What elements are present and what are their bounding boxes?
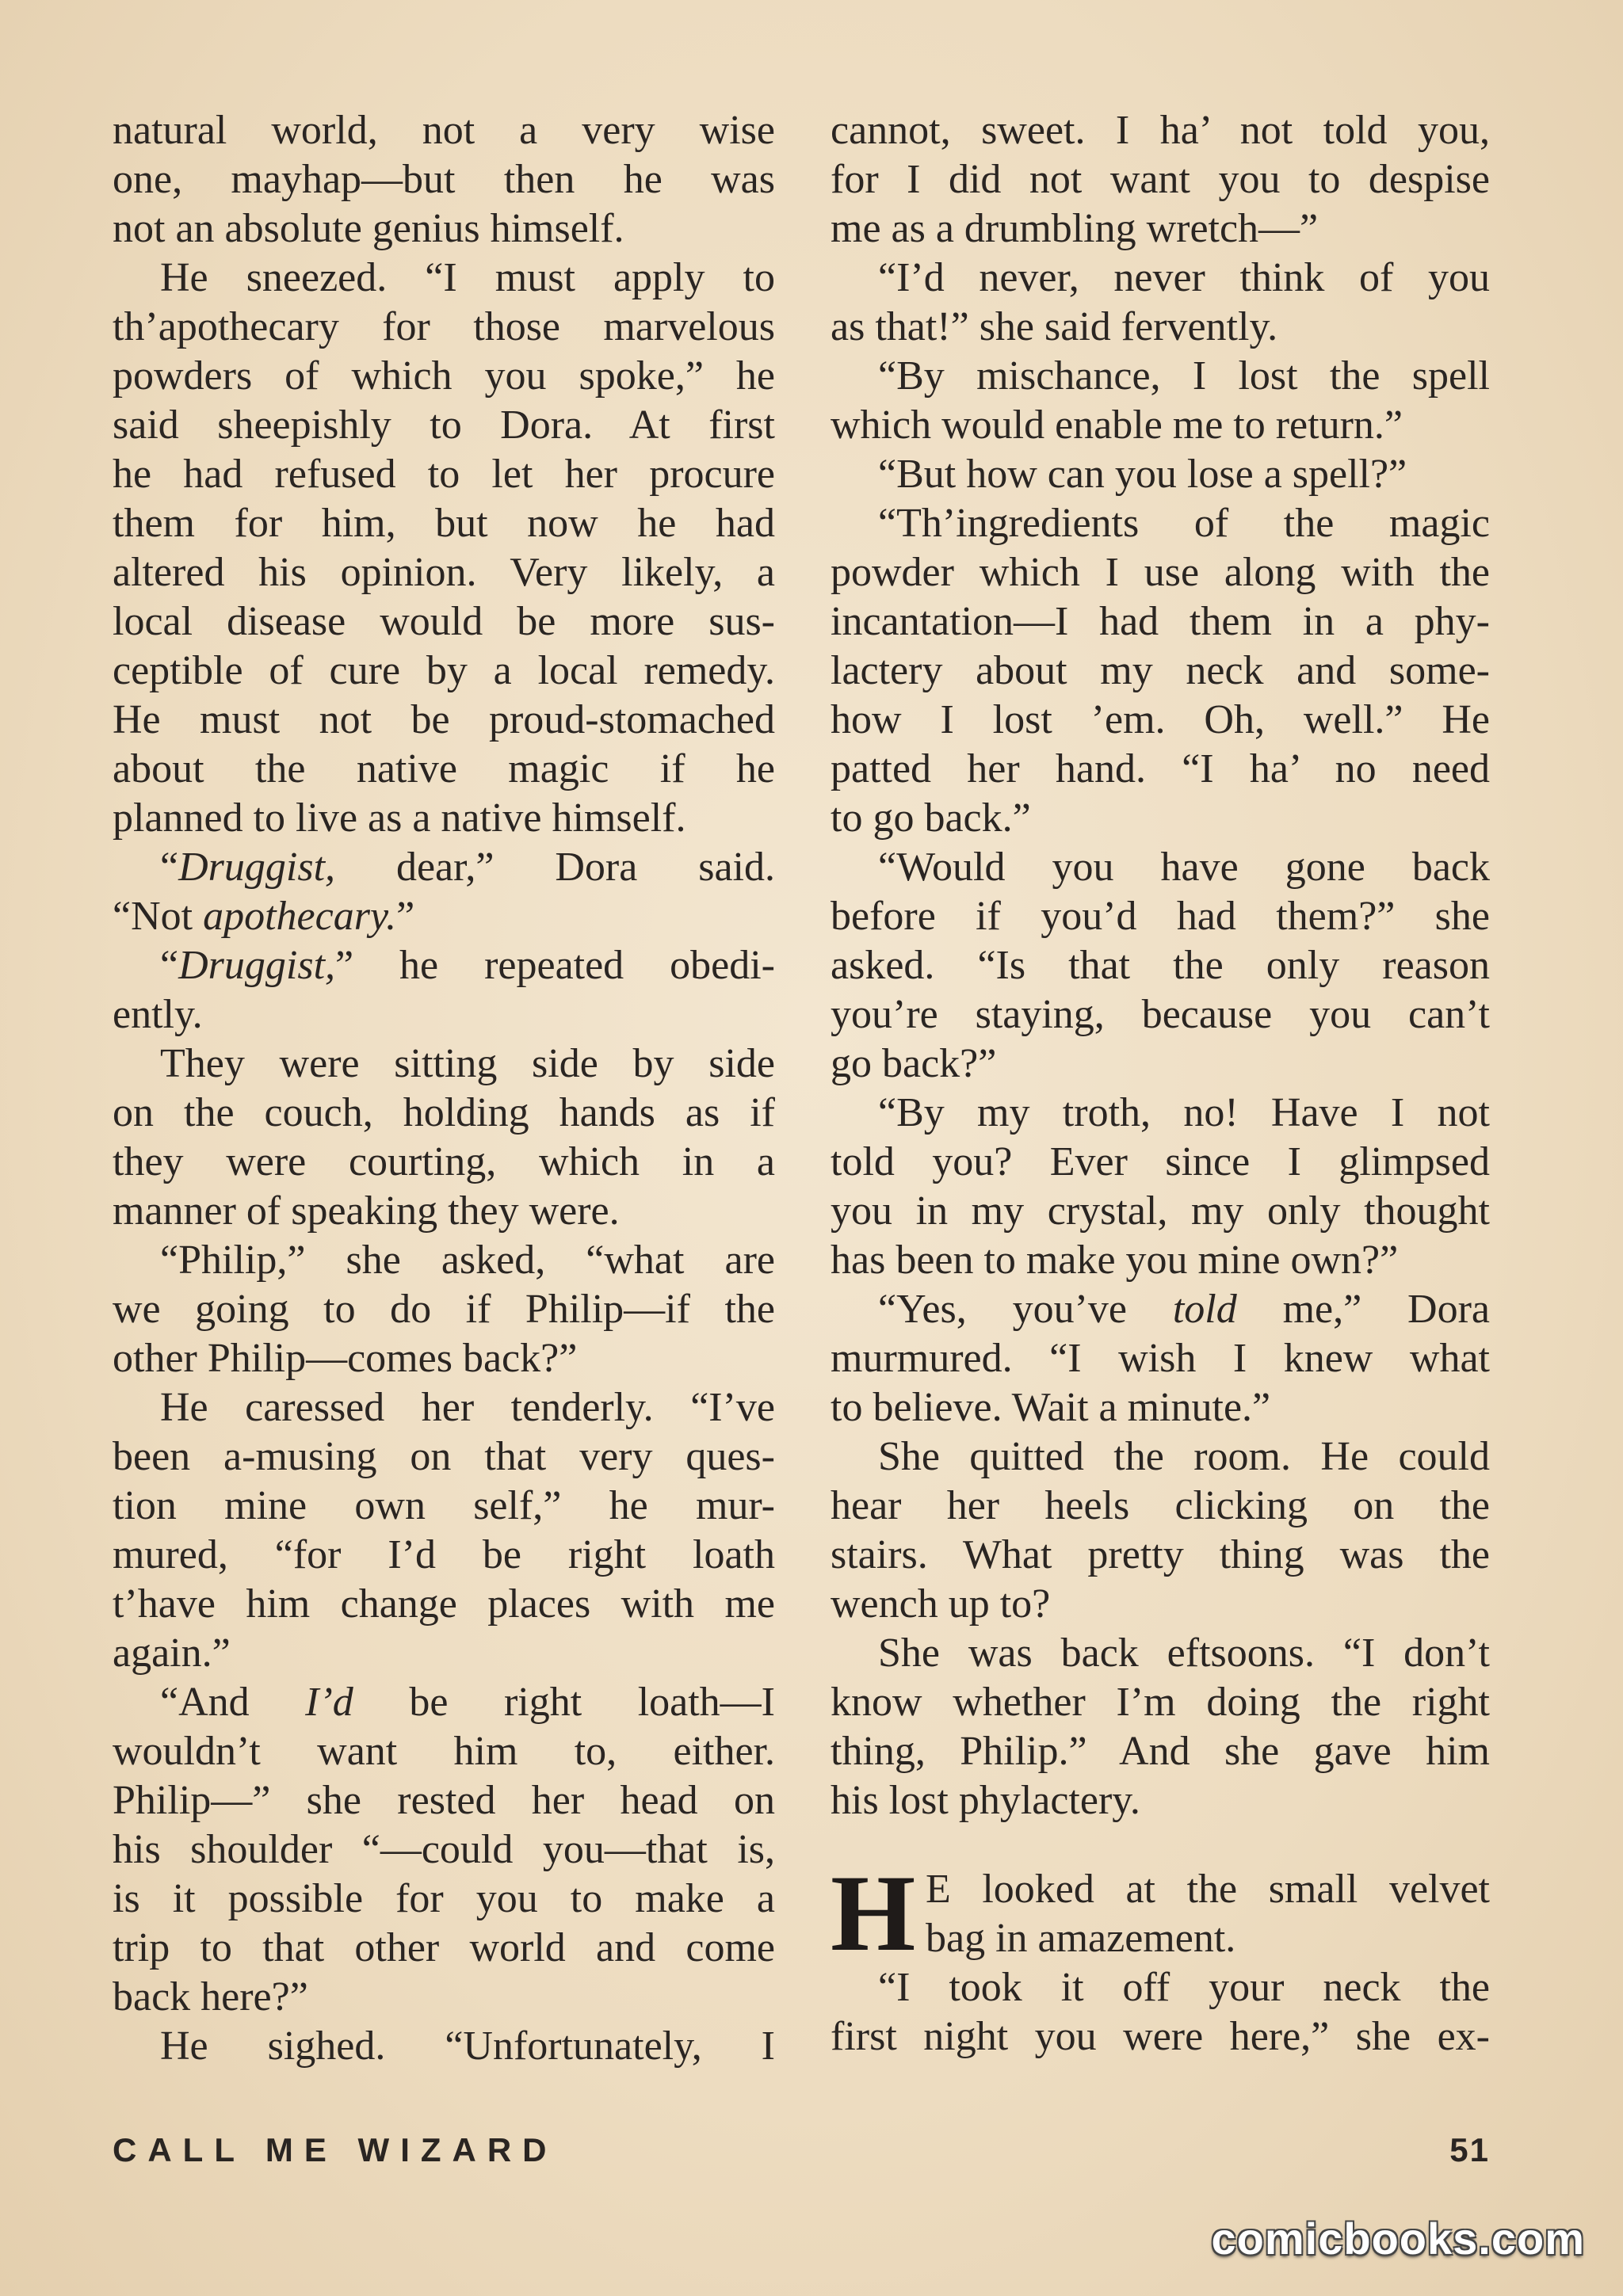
text-line: other Philip—comes back?” bbox=[113, 1336, 578, 1381]
text-line: “Would you have gone back bbox=[878, 845, 1490, 890]
text-line: “Druggist,” he repeated obedi- bbox=[160, 943, 775, 988]
text-line: “Druggist, dear,” Dora said. bbox=[160, 845, 775, 890]
text-line: “Philip,” she asked, “what are bbox=[160, 1238, 775, 1283]
text-line: bag in amazement. bbox=[926, 1916, 1236, 1961]
text-line: She quitted the room. He could bbox=[878, 1434, 1490, 1479]
text-line: lactery about my neck and some- bbox=[831, 648, 1490, 693]
text-line: which would enable me to return.” bbox=[831, 402, 1403, 448]
text-line: He sighed. “Unfortunately, I bbox=[160, 2023, 775, 2069]
text-line: said sheepishly to Dora. At first bbox=[113, 402, 775, 448]
text-line: trip to that other world and come bbox=[113, 1925, 775, 1970]
text-line: tion mine own self,” he mur- bbox=[113, 1483, 775, 1528]
text-line: told you? Ever since I glimpsed bbox=[831, 1139, 1490, 1184]
text-line: “And I’d be right loath—I bbox=[160, 1680, 775, 1725]
text-line: asked. “Is that the only reason bbox=[831, 943, 1490, 988]
text-line: first night you were here,” she ex- bbox=[831, 2014, 1490, 2059]
text-line: They were sitting side by side bbox=[160, 1041, 775, 1086]
text-line: “Th’ingredients of the magic bbox=[878, 501, 1490, 546]
text-line: th’apothecary for those marvelous bbox=[113, 304, 775, 349]
text-line: to go back.” bbox=[831, 795, 1031, 841]
text-line: ceptible of cure by a local remedy. bbox=[113, 648, 775, 693]
watermark-logo: comicbooks.com bbox=[1211, 2214, 1585, 2264]
text-line: wench up to? bbox=[831, 1581, 1051, 1627]
text-line: “I took it off your neck the bbox=[878, 1965, 1490, 2010]
text-line: planned to live as a native himself. bbox=[113, 795, 686, 841]
text-line: go back?” bbox=[831, 1041, 997, 1086]
text-line: been a-musing on that very ques- bbox=[113, 1434, 775, 1479]
drop-cap: H bbox=[831, 1852, 916, 1974]
text-line: know whether I’m doing the right bbox=[831, 1680, 1490, 1725]
text-line: He sneezed. “I must apply to bbox=[160, 255, 775, 300]
text-line: manner of speaking they were. bbox=[113, 1188, 620, 1234]
text-line: wouldn’t want him to, either. bbox=[113, 1729, 775, 1774]
text-line: on the couch, holding hands as if bbox=[113, 1090, 775, 1135]
text-line: his shoulder “—could you—that is, bbox=[113, 1827, 775, 1872]
text-line: they were courting, which in a bbox=[113, 1139, 775, 1184]
text-line: to believe. Wait a minute.” bbox=[831, 1385, 1271, 1430]
text-line: “By mischance, I lost the spell bbox=[878, 353, 1490, 399]
text-line: “But how can you lose a spell?” bbox=[878, 452, 1407, 497]
text-line: he had refused to let her procure bbox=[113, 452, 775, 497]
text-line: stairs. What pretty thing was the bbox=[831, 1532, 1490, 1577]
text-line: as that!” she said fervently. bbox=[831, 304, 1278, 349]
text-line: He caressed her tenderly. “I’ve bbox=[160, 1385, 775, 1430]
text-line: murmured. “I wish I knew what bbox=[831, 1336, 1490, 1381]
text-line: “Yes, you’ve told me,” Dora bbox=[878, 1287, 1491, 1332]
text-line: back here?” bbox=[113, 1974, 308, 2019]
text-line: one, mayhap—but then he was bbox=[113, 157, 775, 202]
text-line: hear her heels clicking on the bbox=[831, 1483, 1490, 1528]
text-line: how I lost ’em. Oh, well.” He bbox=[831, 697, 1490, 742]
page-footer bbox=[113, 2131, 1490, 2169]
text-line: you in my crystal, my only thought bbox=[831, 1188, 1490, 1234]
text-column-left bbox=[113, 106, 775, 2071]
text-line: ently. bbox=[113, 992, 203, 1037]
text-line: mured, “for I’d be right loath bbox=[113, 1532, 775, 1577]
text-line: E looked at the small velvet bbox=[926, 1867, 1490, 1912]
text-line: about the native magic if he bbox=[113, 746, 775, 791]
text-line: incantation—I had them in a phy- bbox=[831, 599, 1490, 644]
section-break bbox=[831, 1825, 1490, 1865]
text-line: thing, Philip.” And she gave him bbox=[831, 1729, 1490, 1774]
text-line: “I’d never, never think of you bbox=[878, 255, 1490, 300]
text-line: cannot, sweet. I ha’ not told you, bbox=[831, 108, 1490, 153]
text-line: for I did not want you to despise bbox=[831, 157, 1490, 202]
text-line: natural world, not a very wise bbox=[113, 108, 775, 153]
page-number: 51 bbox=[1449, 2131, 1490, 2168]
text-line: them for him, but now he had bbox=[113, 501, 775, 546]
right-column-bottom-text bbox=[831, 1852, 1490, 2061]
text-line: He must not be proud-stomached bbox=[113, 697, 775, 742]
right-column-top-text bbox=[831, 106, 1490, 1825]
running-title: CALL ME WIZARD bbox=[113, 2131, 558, 2168]
text-line: “By my troth, no! Have I not bbox=[878, 1090, 1490, 1135]
text-line: Philip—” she rested her head on bbox=[113, 1778, 775, 1823]
text-line: has been to make you mine own?” bbox=[831, 1238, 1399, 1283]
text-line: “Not apothecary.” bbox=[113, 894, 415, 939]
text-line: his lost phylactery. bbox=[831, 1778, 1140, 1823]
text-line: not an absolute genius himself. bbox=[113, 206, 624, 251]
text-column-right bbox=[831, 106, 1490, 2061]
text-line: t’have him change places with me bbox=[113, 1581, 775, 1627]
text-line: again.” bbox=[113, 1630, 231, 1676]
text-line: you’re staying, because you can’t bbox=[831, 992, 1490, 1037]
text-line: She was back eftsoons. “I don’t bbox=[878, 1630, 1490, 1676]
text-line: before if you’d had them?” she bbox=[831, 894, 1490, 939]
text-line: me as a drumbling wretch—” bbox=[831, 206, 1319, 251]
text-line: powders of which you spoke,” he bbox=[113, 353, 775, 399]
text-line: powder which I use along with the bbox=[831, 550, 1490, 595]
text-line: local disease would be more sus- bbox=[113, 599, 775, 644]
text-line: is it possible for you to make a bbox=[113, 1876, 775, 1921]
text-line: we going to do if Philip—if the bbox=[113, 1287, 775, 1332]
text-line: altered his opinion. Very likely, a bbox=[113, 550, 775, 595]
text-line: patted her hand. “I ha’ no need bbox=[831, 746, 1490, 791]
